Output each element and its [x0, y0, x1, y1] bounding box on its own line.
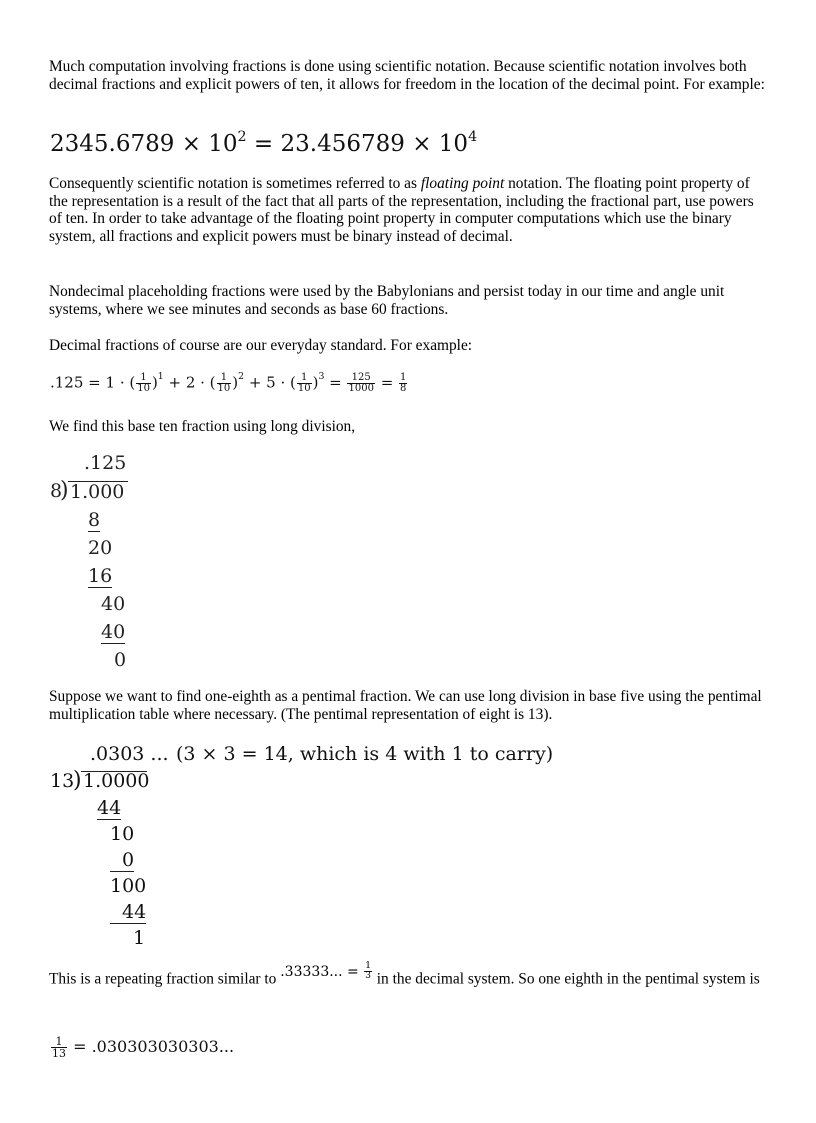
frac-num: 1	[217, 373, 232, 384]
paragraph-repeating-fraction	[49, 961, 769, 989]
eq-dec-equals-2: =	[375, 373, 399, 392]
ld-dec-step-1: 8	[88, 509, 101, 531]
fraction-one-tenth-3	[297, 373, 312, 394]
long-division-pentimal	[50, 743, 590, 953]
eq-dec-exp-2: 2	[238, 371, 245, 382]
eq-repeat-lhs: .33333... =	[280, 963, 364, 980]
ld-dec-bracket-paren: )	[60, 478, 69, 503]
p7-text-b: in the decimal system. So one eighth in the pentimal system is	[372, 970, 760, 988]
ld-pent-step-3: 0	[110, 849, 134, 872]
ld-dec-step-3: 16	[88, 565, 113, 587]
ld-dec-step-2: 20	[88, 537, 113, 559]
p2-text-a: Consequently scientific notation is sometimes referred to as	[49, 175, 421, 192]
frac-num: 1	[365, 961, 371, 971]
ld-dec-divisor: 8	[50, 480, 63, 502]
frac-den: 8	[400, 383, 407, 394]
p2-text-b: notation. The floating point property of the representation is a result of the fact that all parts of the representation, including the fractional part, use powers of ten. In order to take advantage of the floating point property in computer computations which use the binary system, all fractions and explicit powers must be binary instead of decimal.	[49, 175, 754, 245]
eq-sci-mid: = 23.456789 × 10	[246, 131, 469, 157]
ld-pent-step-5: 44	[110, 901, 146, 924]
frac-den: 3	[365, 971, 371, 981]
paragraph-scientific-notation: Much computation involving fractions is done using scientific notation. Because scientific notation involves both decimal fractions and explicit powers of ten, it allows for freedom in the location of the decimal point. For example:	[49, 58, 765, 93]
eq-dec-paren: )	[312, 373, 319, 392]
eq-dec-paren: )	[151, 373, 158, 392]
ld-pent-step-1: 44	[97, 797, 122, 819]
inline-equation-one-third	[280, 961, 373, 981]
ld-dec-dividend: 1.000	[70, 481, 125, 503]
eq-dec-paren: )	[232, 373, 239, 392]
ld-pent-note: (3 × 3 = 14, which is 4 with 1 to carry)	[176, 743, 554, 765]
equation-scientific-notation	[50, 131, 477, 157]
paragraph-babylonian: Nondecimal placeholding fractions were used by the Babylonians and persist today in our time and angle unit systems, where we see minutes and seconds as base 60 fractions.	[49, 283, 725, 318]
paragraph-pentimal-intro: Suppose we want to find one-eighth as a pentimal fraction. We can use long division in base five using the pentimal multiplication table where necessary. (The pentimal representation of eight is 13).	[49, 688, 762, 723]
eq-dec-lhs: .125 = 1 · (	[50, 373, 136, 392]
ld-dec-step-5: 40	[101, 621, 126, 643]
fraction-one-third	[364, 962, 372, 981]
ld-dec-quotient: .125	[84, 452, 127, 474]
frac-den: 10	[217, 383, 231, 394]
eq-sci-right-exponent: 4	[468, 129, 478, 145]
paragraph-long-division-intro: We find this base ten fraction using long division,	[49, 418, 356, 435]
eq-dec-exp-3: 3	[318, 371, 325, 382]
fraction-one-tenth-2	[217, 373, 232, 394]
long-division-decimal	[50, 452, 140, 672]
frac-den: 10	[137, 383, 150, 394]
fraction-one-tenth-1	[136, 373, 151, 394]
ld-pent-step-2: 10	[110, 823, 135, 845]
ld-pent-divisor: 13	[50, 770, 75, 792]
ld-dec-step-4: 40	[101, 593, 126, 615]
paragraph-floating-point	[49, 175, 769, 245]
frac-num: 1	[51, 1036, 67, 1048]
equation-decimal-expansion	[50, 373, 408, 394]
frac-num: 1	[136, 373, 151, 384]
eq-final-rhs: = .030303030303...	[68, 1037, 235, 1056]
eq-dec-plus-2: + 2 · (	[163, 373, 216, 392]
fraction-one-over-13	[51, 1036, 67, 1059]
eq-dec-exp-1: 1	[157, 371, 164, 382]
fraction-one-eighth	[399, 373, 407, 394]
frac-num: 1	[297, 373, 312, 384]
ld-dec-step-6: 0	[114, 649, 127, 671]
eq-dec-equals: =	[324, 373, 347, 392]
ld-pent-dividend: 1.0000	[83, 770, 150, 792]
ld-pent-step-6: 1	[133, 927, 146, 949]
frac-den: 13	[52, 1047, 66, 1060]
fraction-125-over-1000	[347, 373, 374, 394]
ld-pent-bracket-paren: )	[73, 768, 82, 793]
equation-pentimal-one-eighth	[50, 1036, 234, 1059]
ld-pent-quotient: .0303 ...	[90, 743, 169, 765]
eq-dec-plus-5: + 5 · (	[244, 373, 296, 392]
frac-den: 10	[297, 383, 311, 394]
ld-pent-step-4: 100	[110, 875, 147, 897]
frac-den: 1000	[348, 383, 374, 394]
p2-emphasis-floating-point: floating point	[420, 175, 505, 192]
frac-num: 125	[347, 373, 374, 384]
paragraph-decimal-fractions: Decimal fractions of course are our everyday standard. For example:	[49, 337, 473, 354]
frac-num: 1	[400, 372, 407, 383]
eq-sci-left: 2345.6789 × 10	[50, 131, 238, 157]
eq-sci-left-exponent: 2	[237, 129, 247, 145]
p7-text-a: This is a repeating fraction similar to	[49, 970, 281, 988]
